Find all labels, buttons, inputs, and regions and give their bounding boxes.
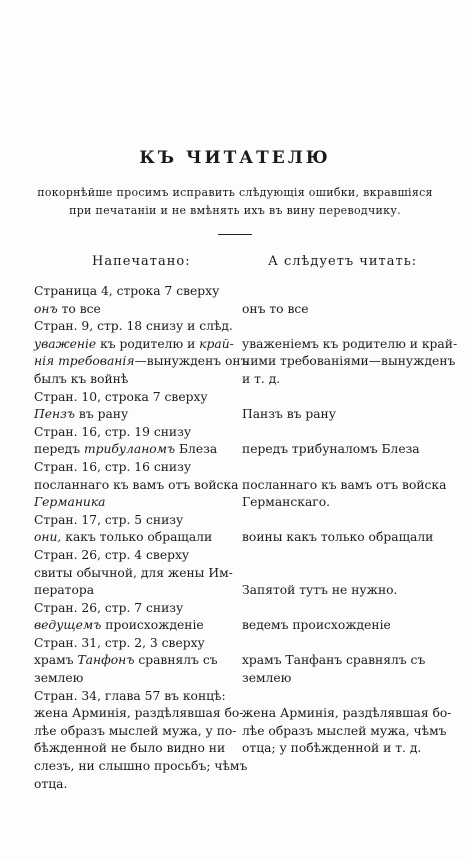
errata-line: Стран. 10, строка 7 сверху <box>34 389 208 404</box>
errata-line: Пензъ въ рану <box>34 407 129 422</box>
errata-line: былъ къ войнѣ <box>34 371 129 386</box>
correction-line: Германскаго. <box>242 495 331 510</box>
correction-line: храмъ Танфанъ сравнялъ съ <box>242 653 426 668</box>
column-header-printed: Напечатано: <box>92 254 191 269</box>
divider <box>218 234 252 235</box>
correction-line: уваженіемъ къ родителю и край- <box>242 336 458 351</box>
errata-line: лѣе образъ мыслей мужа, у по- <box>34 723 237 738</box>
correction-line: жена Арминія, раздѣлявшая бо- <box>242 706 452 721</box>
errata-line: ператора <box>34 583 95 598</box>
errata-line: храмъ Танфонъ сравнялъ съ <box>34 653 218 668</box>
intro-text <box>18 184 452 220</box>
errata-line: землею <box>34 671 84 686</box>
correction-line: ними требованіями—вынужденъ <box>242 354 456 369</box>
errata-line: онъ то все <box>34 301 101 316</box>
errata-line: посланнаго къ вамъ отъ войска <box>34 477 239 492</box>
errata-line: слезъ, ни слышно просьбъ; чѣмъ <box>34 759 248 774</box>
errata-line: Стран. 16, стр. 19 снизу <box>34 424 192 439</box>
correction-line: посланнаго къ вамъ отъ войска <box>242 477 447 492</box>
correction-column <box>242 283 458 758</box>
errata-line: Германика <box>34 495 106 510</box>
errata-line: Стран. 26, стр. 4 сверху <box>34 547 190 562</box>
errata-line: свиты обычной, для жены Им- <box>34 565 233 580</box>
errata-line: Стран. 31, стр. 2, 3 сверху <box>34 635 205 650</box>
intro-line: при печатаніи и не вмѣнять ихъ въ вину переводчику. <box>69 204 401 217</box>
errata-line: бѣжденной не было видно ни <box>34 741 226 756</box>
errata-line: Стран. 16, стр. 16 снизу <box>34 459 192 474</box>
correction-line: онъ то все <box>242 301 309 316</box>
correction-line: Панзъ въ рану <box>242 407 336 422</box>
errata-line: передъ трибуланомъ Блеза <box>34 442 218 457</box>
correction-line: передъ трибуналомъ Блеза <box>242 442 420 457</box>
errata-line: Стран. 26, стр. 7 снизу <box>34 600 184 615</box>
correction-line: лѣе образъ мыслей мужа, чѣмъ <box>242 723 447 738</box>
correction-line: и т. д. <box>242 371 281 386</box>
correction-line: ведемъ происхожденіе <box>242 618 391 633</box>
errata-line: отца. <box>34 776 68 791</box>
errata-line: ведущемъ происхожденіе <box>34 618 204 633</box>
column-header-correct: А слѣдуетъ читать: <box>268 254 418 269</box>
errata-line: уваженіе къ родителю и край- <box>34 336 234 351</box>
errata-line: Страница 4, строка 7 сверху <box>34 284 220 298</box>
page-title: КЪ ЧИТАТЕЛЮ <box>139 148 331 168</box>
correction-line: Запятой тутъ не нужно. <box>242 583 398 598</box>
errata-line: они, какъ только обращали <box>34 530 213 545</box>
errata-line: Стран. 17, стр. 5 снизу <box>34 512 184 527</box>
intro-line: покорнѣйше просимъ исправить слѣдующія ошибки, вкравшіяся <box>37 186 433 199</box>
errata-line: Стран. 34, глава 57 въ концѣ: <box>34 688 226 703</box>
printed-column <box>34 283 249 793</box>
correction-line: отца; у побѣжденной и т. д. <box>242 741 422 756</box>
errata-line: Стран. 9, стр. 18 снизу и слѣд. <box>34 319 233 334</box>
correction-line: землею <box>242 671 292 686</box>
errata-line: нія требованія—вынужденъ онъ <box>34 354 249 369</box>
correction-line: воины какъ только обращали <box>242 530 434 545</box>
errata-line: жена Арминія, раздѣлявшая бо- <box>34 706 244 721</box>
